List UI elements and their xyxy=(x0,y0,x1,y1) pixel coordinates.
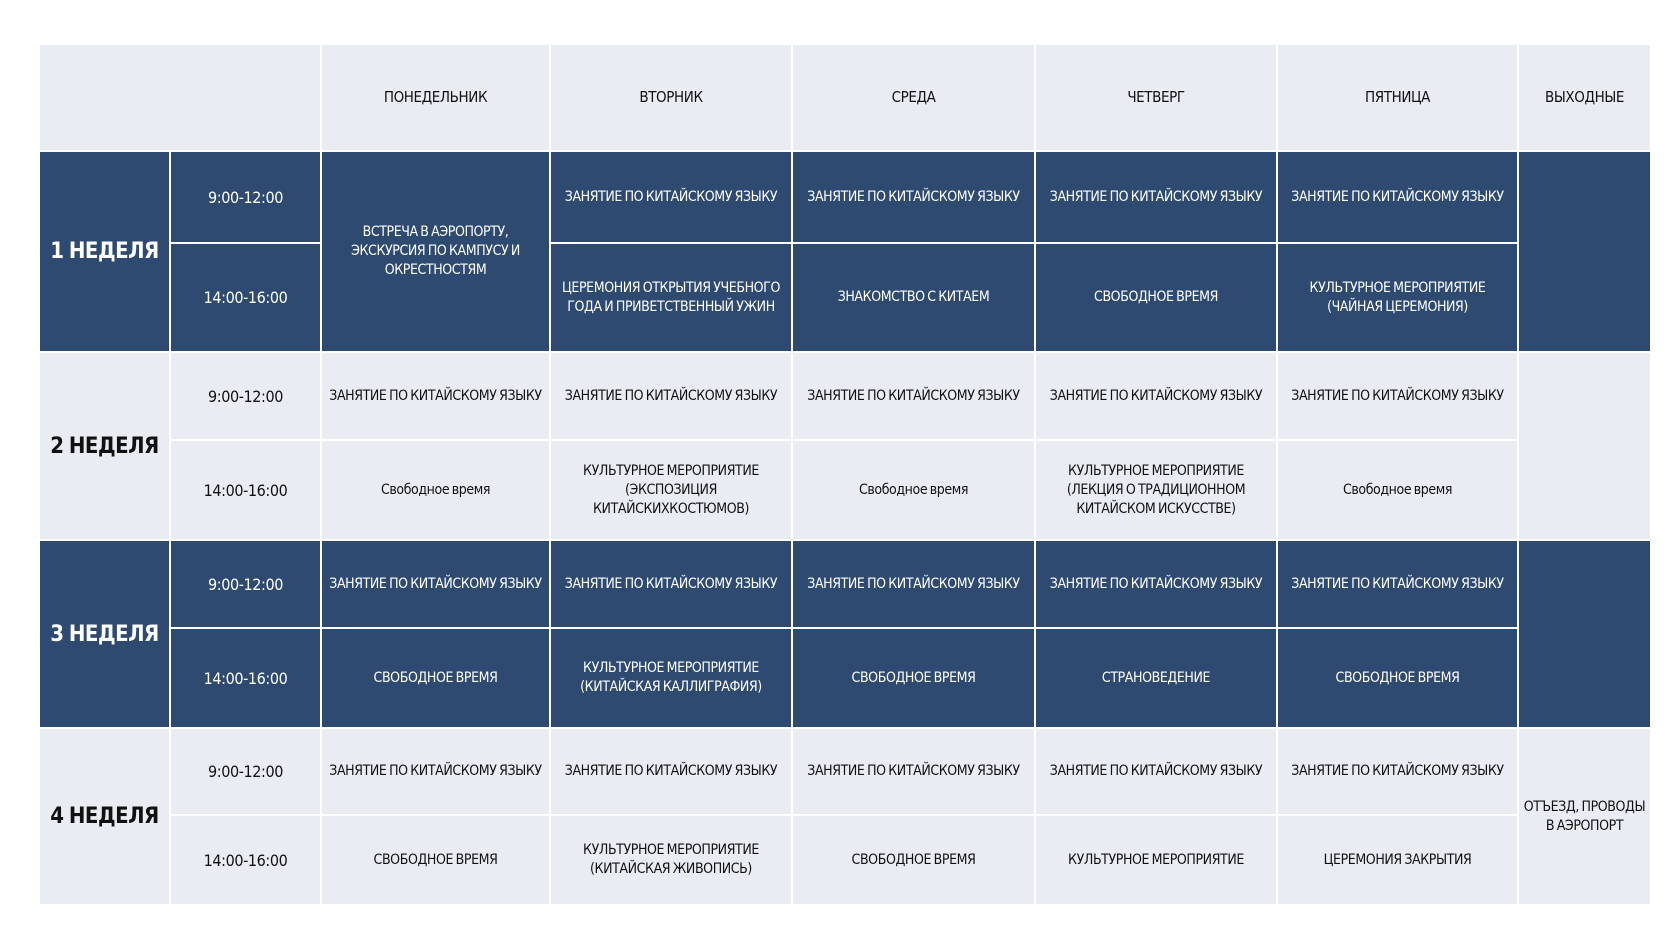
activity-cell: ЗАНЯТИЕ ПО КИТАЙСКОМУ ЯЗЫКУ xyxy=(792,540,1035,628)
activity-cell: КУЛЬТУРНОЕ МЕРОПРИЯТИЕ (КИТАЙСКАЯ ЖИВОПИСЬ) xyxy=(550,815,792,905)
activity-cell: ЗАНЯТИЕ ПО КИТАЙСКОМУ ЯЗЫКУ xyxy=(550,728,792,815)
week3-morning-row xyxy=(39,540,1651,628)
time-slot: 14:00-16:00 xyxy=(170,243,321,352)
week-label: 1 НЕДЕЛЯ xyxy=(39,151,170,352)
header-thursday: ЧЕТВЕРГ xyxy=(1035,44,1277,151)
activity-cell: ЗАНЯТИЕ ПО КИТАЙСКОМУ ЯЗЫКУ xyxy=(1277,151,1518,243)
time-slot: 9:00-12:00 xyxy=(170,352,321,440)
week-label: 3 НЕДЕЛЯ xyxy=(39,540,170,728)
activity-cell: ЗАНЯТИЕ ПО КИТАЙСКОМУ ЯЗЫКУ xyxy=(792,728,1035,815)
week1-morning-row xyxy=(39,151,1651,243)
activity-cell: ЗАНЯТИЕ ПО КИТАЙСКОМУ ЯЗЫКУ xyxy=(1277,352,1518,440)
weekend-cell xyxy=(1518,540,1651,728)
schedule-table xyxy=(38,43,1652,906)
activity-cell: КУЛЬТУРНОЕ МЕРОПРИЯТИЕ xyxy=(1035,815,1277,905)
activity-cell: СВОБОДНОЕ ВРЕМЯ xyxy=(321,815,550,905)
activity-cell: ЗАНЯТИЕ ПО КИТАЙСКОМУ ЯЗЫКУ xyxy=(792,151,1035,243)
header-empty-cell xyxy=(39,44,321,151)
header-tuesday: ВТОРНИК xyxy=(550,44,792,151)
weekend-cell xyxy=(1518,352,1651,540)
activity-cell: СВОБОДНОЕ ВРЕМЯ xyxy=(792,815,1035,905)
activity-cell: ЗАНЯТИЕ ПО КИТАЙСКОМУ ЯЗЫКУ xyxy=(321,352,550,440)
activity-cell: КУЛЬТУРНОЕ МЕРОПРИЯТИЕ (КИТАЙСКАЯ КАЛЛИГРАФИЯ) xyxy=(550,628,792,728)
time-slot: 9:00-12:00 xyxy=(170,151,321,243)
activity-cell: ЗАНЯТИЕ ПО КИТАЙСКОМУ ЯЗЫКУ xyxy=(1035,352,1277,440)
activity-cell: КУЛЬТУРНОЕ МЕРОПРИЯТИЕ (ЭКСПОЗИЦИЯ КИТАЙСКИХКОСТЮМОВ) xyxy=(550,440,792,540)
weekend-cell: ОТЪЕЗД, ПРОВОДЫ В АЭРОПОРТ xyxy=(1518,728,1651,905)
activity-cell: ЗАНЯТИЕ ПО КИТАЙСКОМУ ЯЗЫКУ xyxy=(1035,151,1277,243)
time-slot: 14:00-16:00 xyxy=(170,815,321,905)
activity-cell: Свободное время xyxy=(792,440,1035,540)
week2-afternoon-row xyxy=(39,440,1651,540)
time-slot: 14:00-16:00 xyxy=(170,440,321,540)
activity-cell: СВОБОДНОЕ ВРЕМЯ xyxy=(1277,628,1518,728)
activity-cell: ЗАНЯТИЕ ПО КИТАЙСКОМУ ЯЗЫКУ xyxy=(1035,728,1277,815)
header-monday: ПОНЕДЕЛЬНИК xyxy=(321,44,550,151)
header-friday: ПЯТНИЦА xyxy=(1277,44,1518,151)
activity-cell: ЗАНЯТИЕ ПО КИТАЙСКОМУ ЯЗЫКУ xyxy=(1035,540,1277,628)
activity-cell: ЦЕРЕМОНИЯ ЗАКРЫТИЯ xyxy=(1277,815,1518,905)
time-slot: 14:00-16:00 xyxy=(170,628,321,728)
activity-cell: КУЛЬТУРНОЕ МЕРОПРИЯТИЕ (ЧАЙНАЯ ЦЕРЕМОНИЯ) xyxy=(1277,243,1518,352)
activity-cell: ЗНАКОМСТВО С КИТАЕМ xyxy=(792,243,1035,352)
week-label: 4 НЕДЕЛЯ xyxy=(39,728,170,905)
week3-afternoon-row xyxy=(39,628,1651,728)
activity-cell: ЗАНЯТИЕ ПО КИТАЙСКОМУ ЯЗЫКУ xyxy=(550,540,792,628)
activity-cell: ЗАНЯТИЕ ПО КИТАЙСКОМУ ЯЗЫКУ xyxy=(321,728,550,815)
time-slot: 9:00-12:00 xyxy=(170,540,321,628)
activity-cell: СВОБОДНОЕ ВРЕМЯ xyxy=(792,628,1035,728)
time-slot: 9:00-12:00 xyxy=(170,728,321,815)
activity-cell: ЗАНЯТИЕ ПО КИТАЙСКОМУ ЯЗЫКУ xyxy=(792,352,1035,440)
header-row xyxy=(39,44,1651,151)
activity-cell: Свободное время xyxy=(1277,440,1518,540)
activity-cell: ЗАНЯТИЕ ПО КИТАЙСКОМУ ЯЗЫКУ xyxy=(1277,728,1518,815)
activity-cell: ЦЕРЕМОНИЯ ОТКРЫТИЯ УЧЕБНОГО ГОДА И ПРИВЕТСТВЕННЫЙ УЖИН xyxy=(550,243,792,352)
week-label: 2 НЕДЕЛЯ xyxy=(39,352,170,540)
week4-afternoon-row xyxy=(39,815,1651,905)
activity-cell: СВОБОДНОЕ ВРЕМЯ xyxy=(1035,243,1277,352)
activity-cell: ЗАНЯТИЕ ПО КИТАЙСКОМУ ЯЗЫКУ xyxy=(550,352,792,440)
activity-cell: ВСТРЕЧА В АЭРОПОРТУ, ЭКСКУРСИЯ ПО КАМПУСУ И ОКРЕСТНОСТЯМ xyxy=(321,151,550,352)
week1-afternoon-row xyxy=(39,243,1651,352)
activity-cell: СТРАНОВЕДЕНИЕ xyxy=(1035,628,1277,728)
activity-cell: ЗАНЯТИЕ ПО КИТАЙСКОМУ ЯЗЫКУ xyxy=(321,540,550,628)
week2-morning-row xyxy=(39,352,1651,440)
header-wednesday: СРЕДА xyxy=(792,44,1035,151)
activity-cell: ЗАНЯТИЕ ПО КИТАЙСКОМУ ЯЗЫКУ xyxy=(550,151,792,243)
activity-cell: КУЛЬТУРНОЕ МЕРОПРИЯТИЕ (ЛЕКЦИЯ О ТРАДИЦИОННОМ КИТАЙСКОМ ИСКУССТВЕ) xyxy=(1035,440,1277,540)
week4-morning-row xyxy=(39,728,1651,815)
activity-cell: Свободное время xyxy=(321,440,550,540)
weekend-cell xyxy=(1518,151,1651,352)
activity-cell: СВОБОДНОЕ ВРЕМЯ xyxy=(321,628,550,728)
activity-cell: ЗАНЯТИЕ ПО КИТАЙСКОМУ ЯЗЫКУ xyxy=(1277,540,1518,628)
header-weekend: ВЫХОДНЫЕ xyxy=(1518,44,1651,151)
